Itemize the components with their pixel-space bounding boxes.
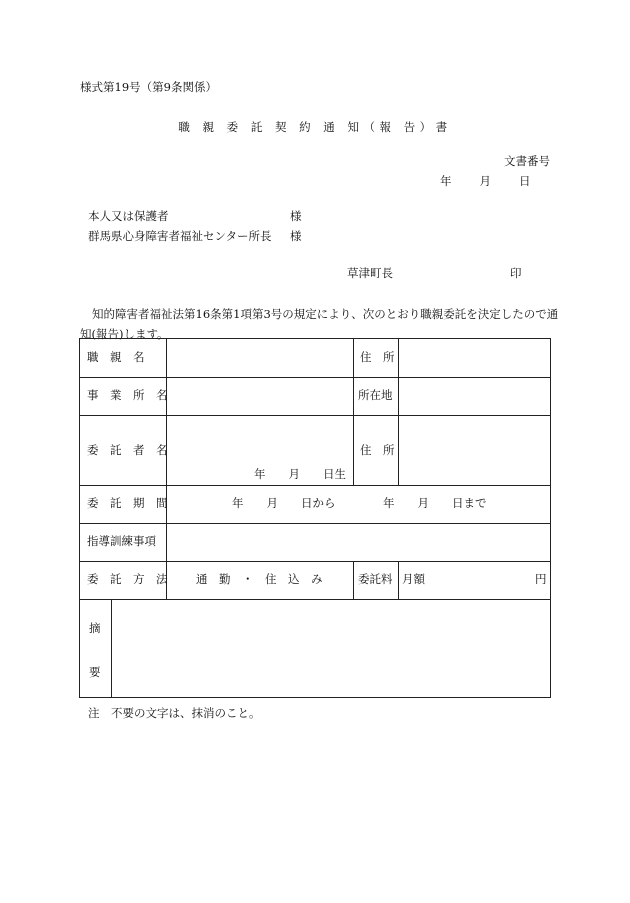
method-label: 委 託 方 法 bbox=[87, 572, 168, 586]
period-from: 年 月 日から bbox=[232, 496, 336, 510]
period-label: 委 託 期 間 bbox=[87, 496, 168, 510]
addressee-2: 群馬県心身障害者福祉センター所長 bbox=[88, 229, 272, 243]
location-label: 所在地 bbox=[358, 388, 393, 402]
date-month: 月 bbox=[479, 174, 491, 188]
addressee-1-honorific: 様 bbox=[290, 209, 302, 223]
period-to: 年 月 日まで bbox=[383, 496, 487, 510]
fee-currency: 円 bbox=[535, 572, 547, 586]
fee-label: 委託料 bbox=[358, 572, 393, 586]
date-day: 日 bbox=[519, 174, 531, 188]
body-text: 知的障害者福祉法第16条第1項第3号の規定により、次のとおり職親委託を決定したので通知(報告)します。 bbox=[80, 307, 559, 341]
business-name-label: 事 業 所 名 bbox=[87, 388, 168, 402]
form-number: 様式第19号（第9条関係） bbox=[80, 80, 217, 94]
foster-parent-label: 職 親 名 bbox=[87, 350, 145, 364]
consignee-address-label: 住 所 bbox=[360, 443, 395, 457]
addressee-2-honorific: 様 bbox=[290, 229, 302, 243]
address-label: 住 所 bbox=[360, 350, 395, 364]
consignment-form-table bbox=[79, 338, 551, 698]
date-year: 年 bbox=[440, 174, 452, 188]
consignee-name-label: 委 託 者 名 bbox=[87, 443, 168, 457]
method-value: 通 勤 ・ 住 込 み bbox=[196, 572, 323, 586]
footer-note: 注 不要の文字は、抹消のこと。 bbox=[88, 706, 261, 720]
training-items-label: 指導訓練事項 bbox=[87, 534, 156, 548]
fee-monthly: 月額 bbox=[402, 572, 425, 586]
addressee-1: 本人又は保護者 bbox=[88, 209, 169, 223]
document-number-label: 文書番号 bbox=[504, 154, 550, 168]
issuer-name: 草津町長 bbox=[347, 266, 393, 280]
issue-date bbox=[440, 176, 531, 188]
birth-date: 年 月 日生 bbox=[254, 467, 346, 481]
remarks-label-bottom: 要 bbox=[89, 665, 101, 679]
remarks-label-top: 摘 bbox=[89, 621, 101, 635]
seal-mark: 印 bbox=[510, 266, 522, 280]
document-title: 職 親 委 託 契 約 通 知（報 告）書 bbox=[178, 120, 452, 134]
